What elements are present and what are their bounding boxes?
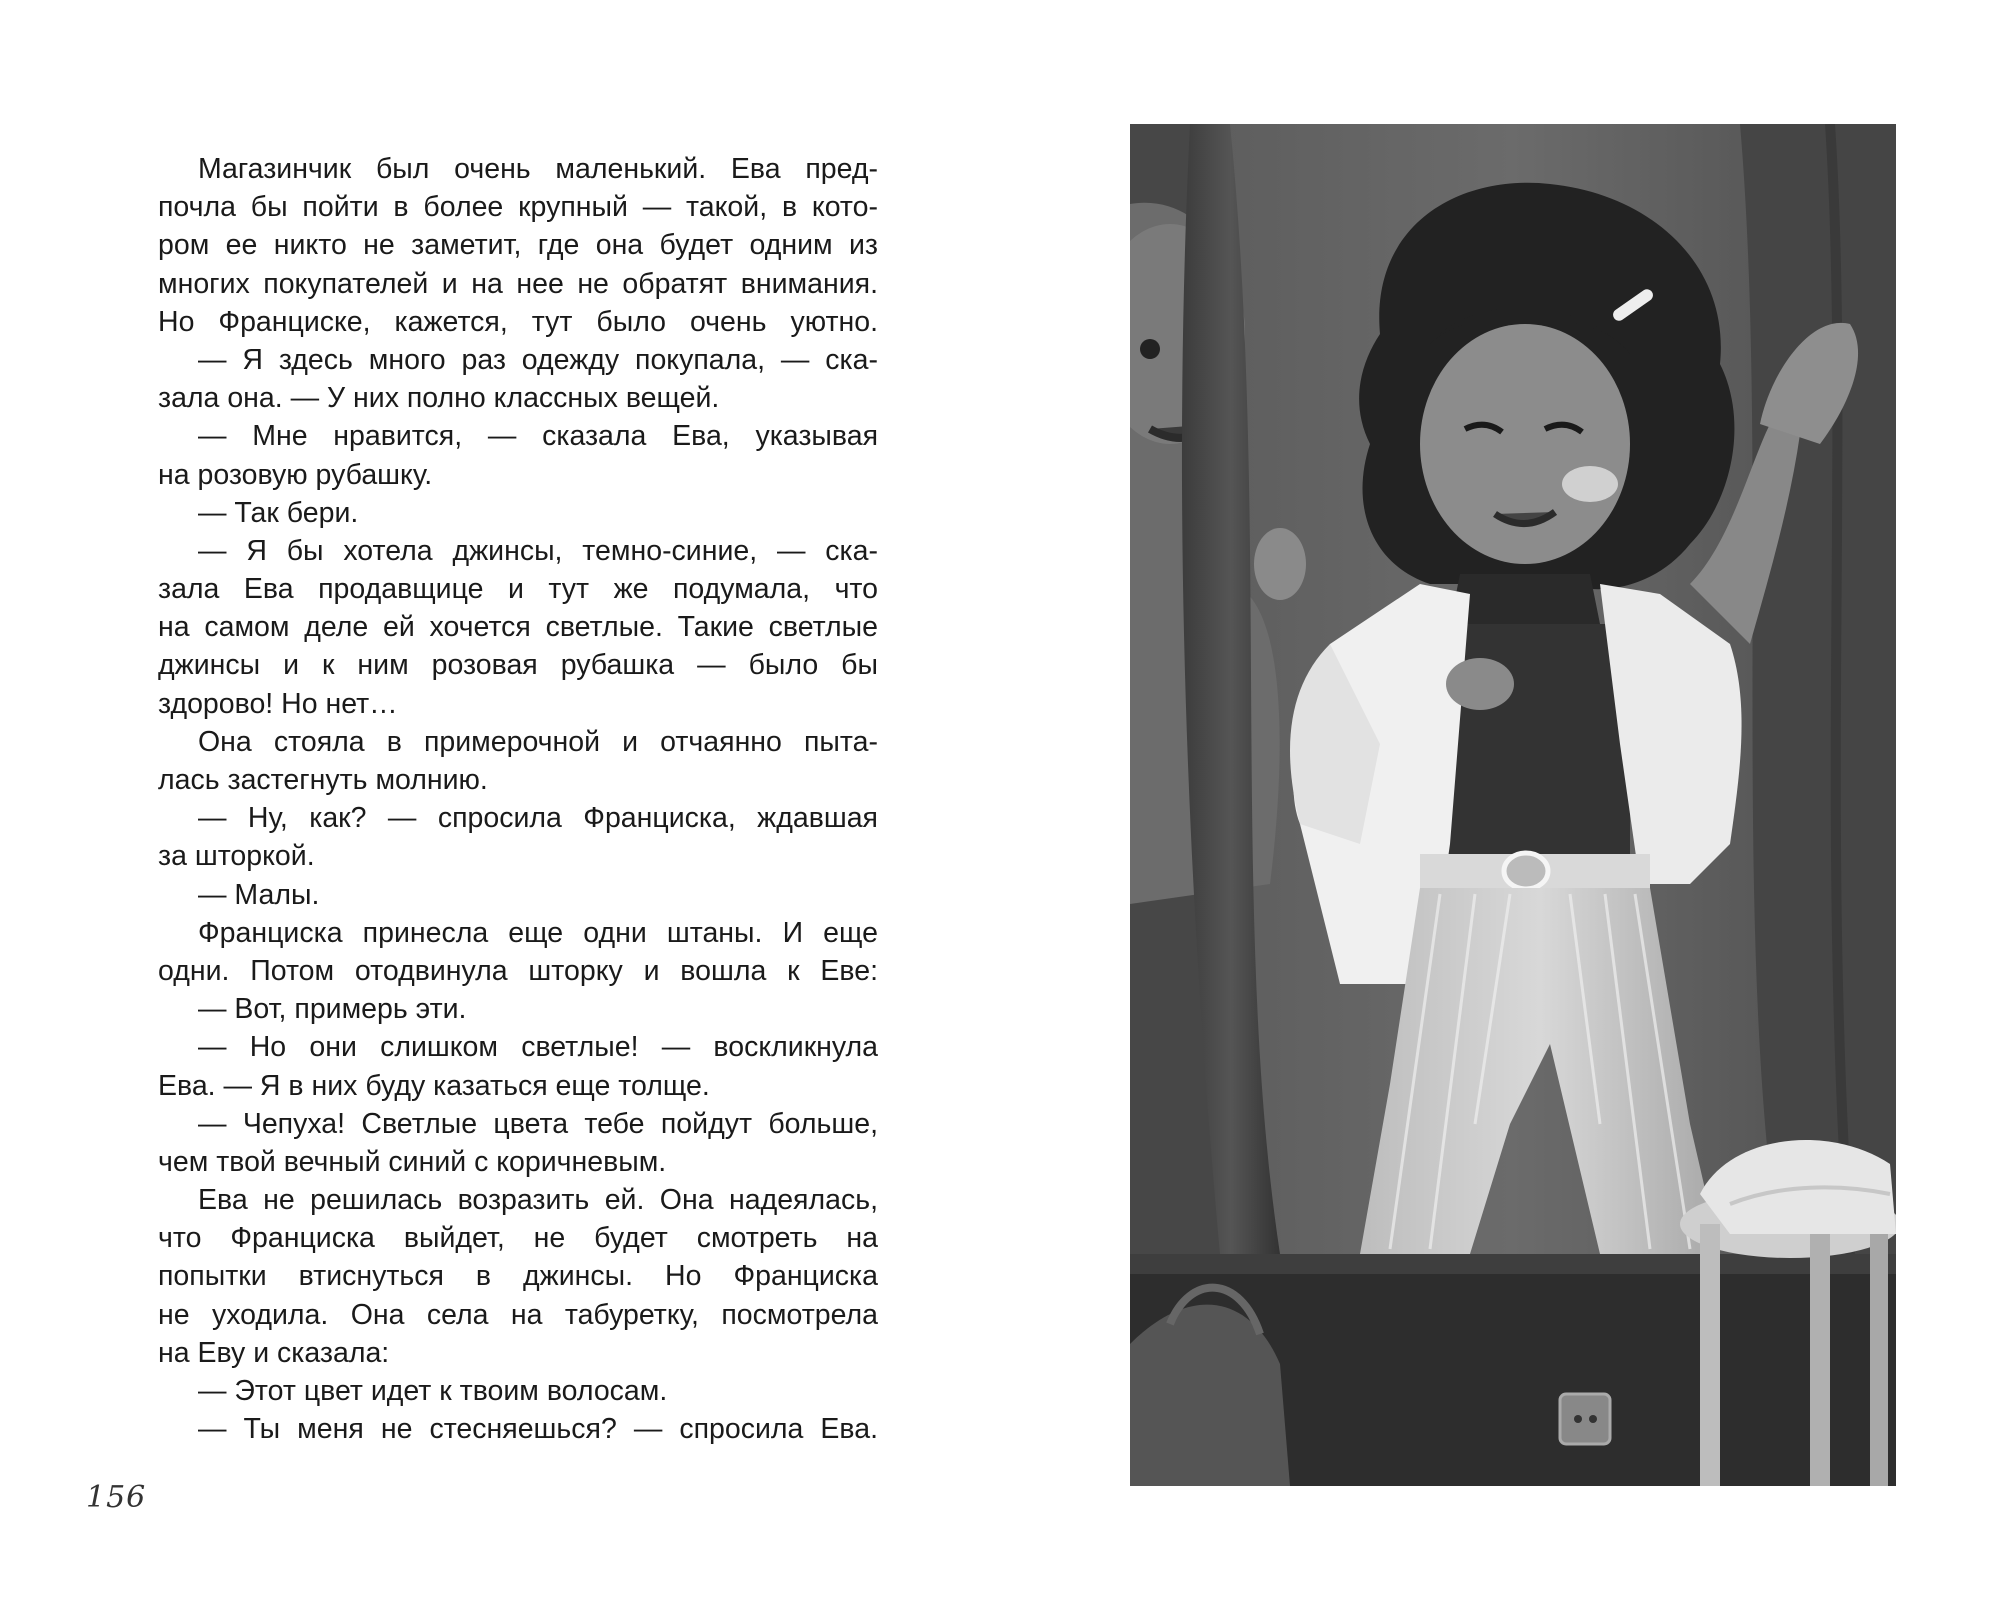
text-line: — Так бери. [198, 496, 359, 529]
text-line: попытки втиснуться в джинсы. Но Франциска [158, 1260, 878, 1293]
girl-face [1420, 324, 1630, 564]
text-line: ром ее никто не заметит, где она будет одним из [158, 229, 878, 262]
text-line: на самом деле ей хочется светлые. Такие светлые [158, 611, 878, 644]
text-line: Ева. — Я в них буду казаться еще толще. [158, 1069, 710, 1102]
text-line: — Я здесь много раз одежду покупала, — ска- [198, 343, 878, 376]
text-line: не уходила. Она села на табуретку, посмотрела [158, 1298, 878, 1331]
text-line: Ева не решилась возразить ей. Она надеялась, [198, 1184, 878, 1217]
text-line: — Этот цвет идет к твоим волосам. [198, 1375, 668, 1407]
text-line: на розовую рубашку. [158, 458, 433, 491]
text-line: — Малы. [198, 878, 320, 911]
text-line: зала Ева продавщице и тут же подумала, что [158, 573, 878, 606]
text-line: за шторкой. [158, 840, 315, 873]
text-line: — Вот, примерь эти. [198, 993, 467, 1026]
text-line: на Еву и сказала: [158, 1336, 390, 1369]
text-line: что Франциска выйдет, не будет смотреть на [158, 1222, 878, 1255]
text-line: многих покупателей и на нее не обратят внимания. [158, 267, 878, 300]
text-line: Франциска принесла еще одни штаны. И еще [198, 916, 878, 949]
text-line: — Но они слишком светлые! — воскликнула [198, 1031, 878, 1064]
text-line: — Ну, как? — спросила Франциска, ждавшая [198, 802, 878, 835]
text-line: лась застегнуть молнию. [158, 764, 488, 796]
text-line: джинсы и к ним розовая рубашка — было бы [158, 649, 878, 682]
text-line: Магазинчик был очень маленький. Ева пред- [198, 153, 878, 185]
text-line: — Чепуха! Светлые цвета тебе пойдут больше, [198, 1107, 878, 1140]
page-number: 156 [86, 1480, 147, 1515]
illustration [1130, 124, 1896, 1486]
body-text [158, 150, 878, 1448]
text-line: одни. Потом отодвинула шторку и вошла к Еве: [158, 954, 878, 987]
text-line: почла бы пойти в более крупный — такой, в кото- [158, 191, 878, 224]
text-line: здорово! Но нет… [158, 687, 398, 720]
text-line: — Я бы хотела джинсы, темно-синие, — ска- [198, 534, 878, 567]
wall-socket [1560, 1394, 1610, 1444]
text-line: зала она. — У них полно классных вещей. [158, 382, 720, 415]
text-line: — Мне нравится, — сказала Ева, указывая [198, 420, 878, 453]
text-line: Она стояла в примерочной и отчаянно пыта- [198, 725, 878, 758]
text-line: — Ты меня не стесняешься? — спросила Ева. [198, 1413, 878, 1446]
text-line: чем твой вечный синий с коричневым. [158, 1145, 667, 1178]
text-line: Но Франциске, кажется, тут было очень уютно. [158, 305, 878, 338]
